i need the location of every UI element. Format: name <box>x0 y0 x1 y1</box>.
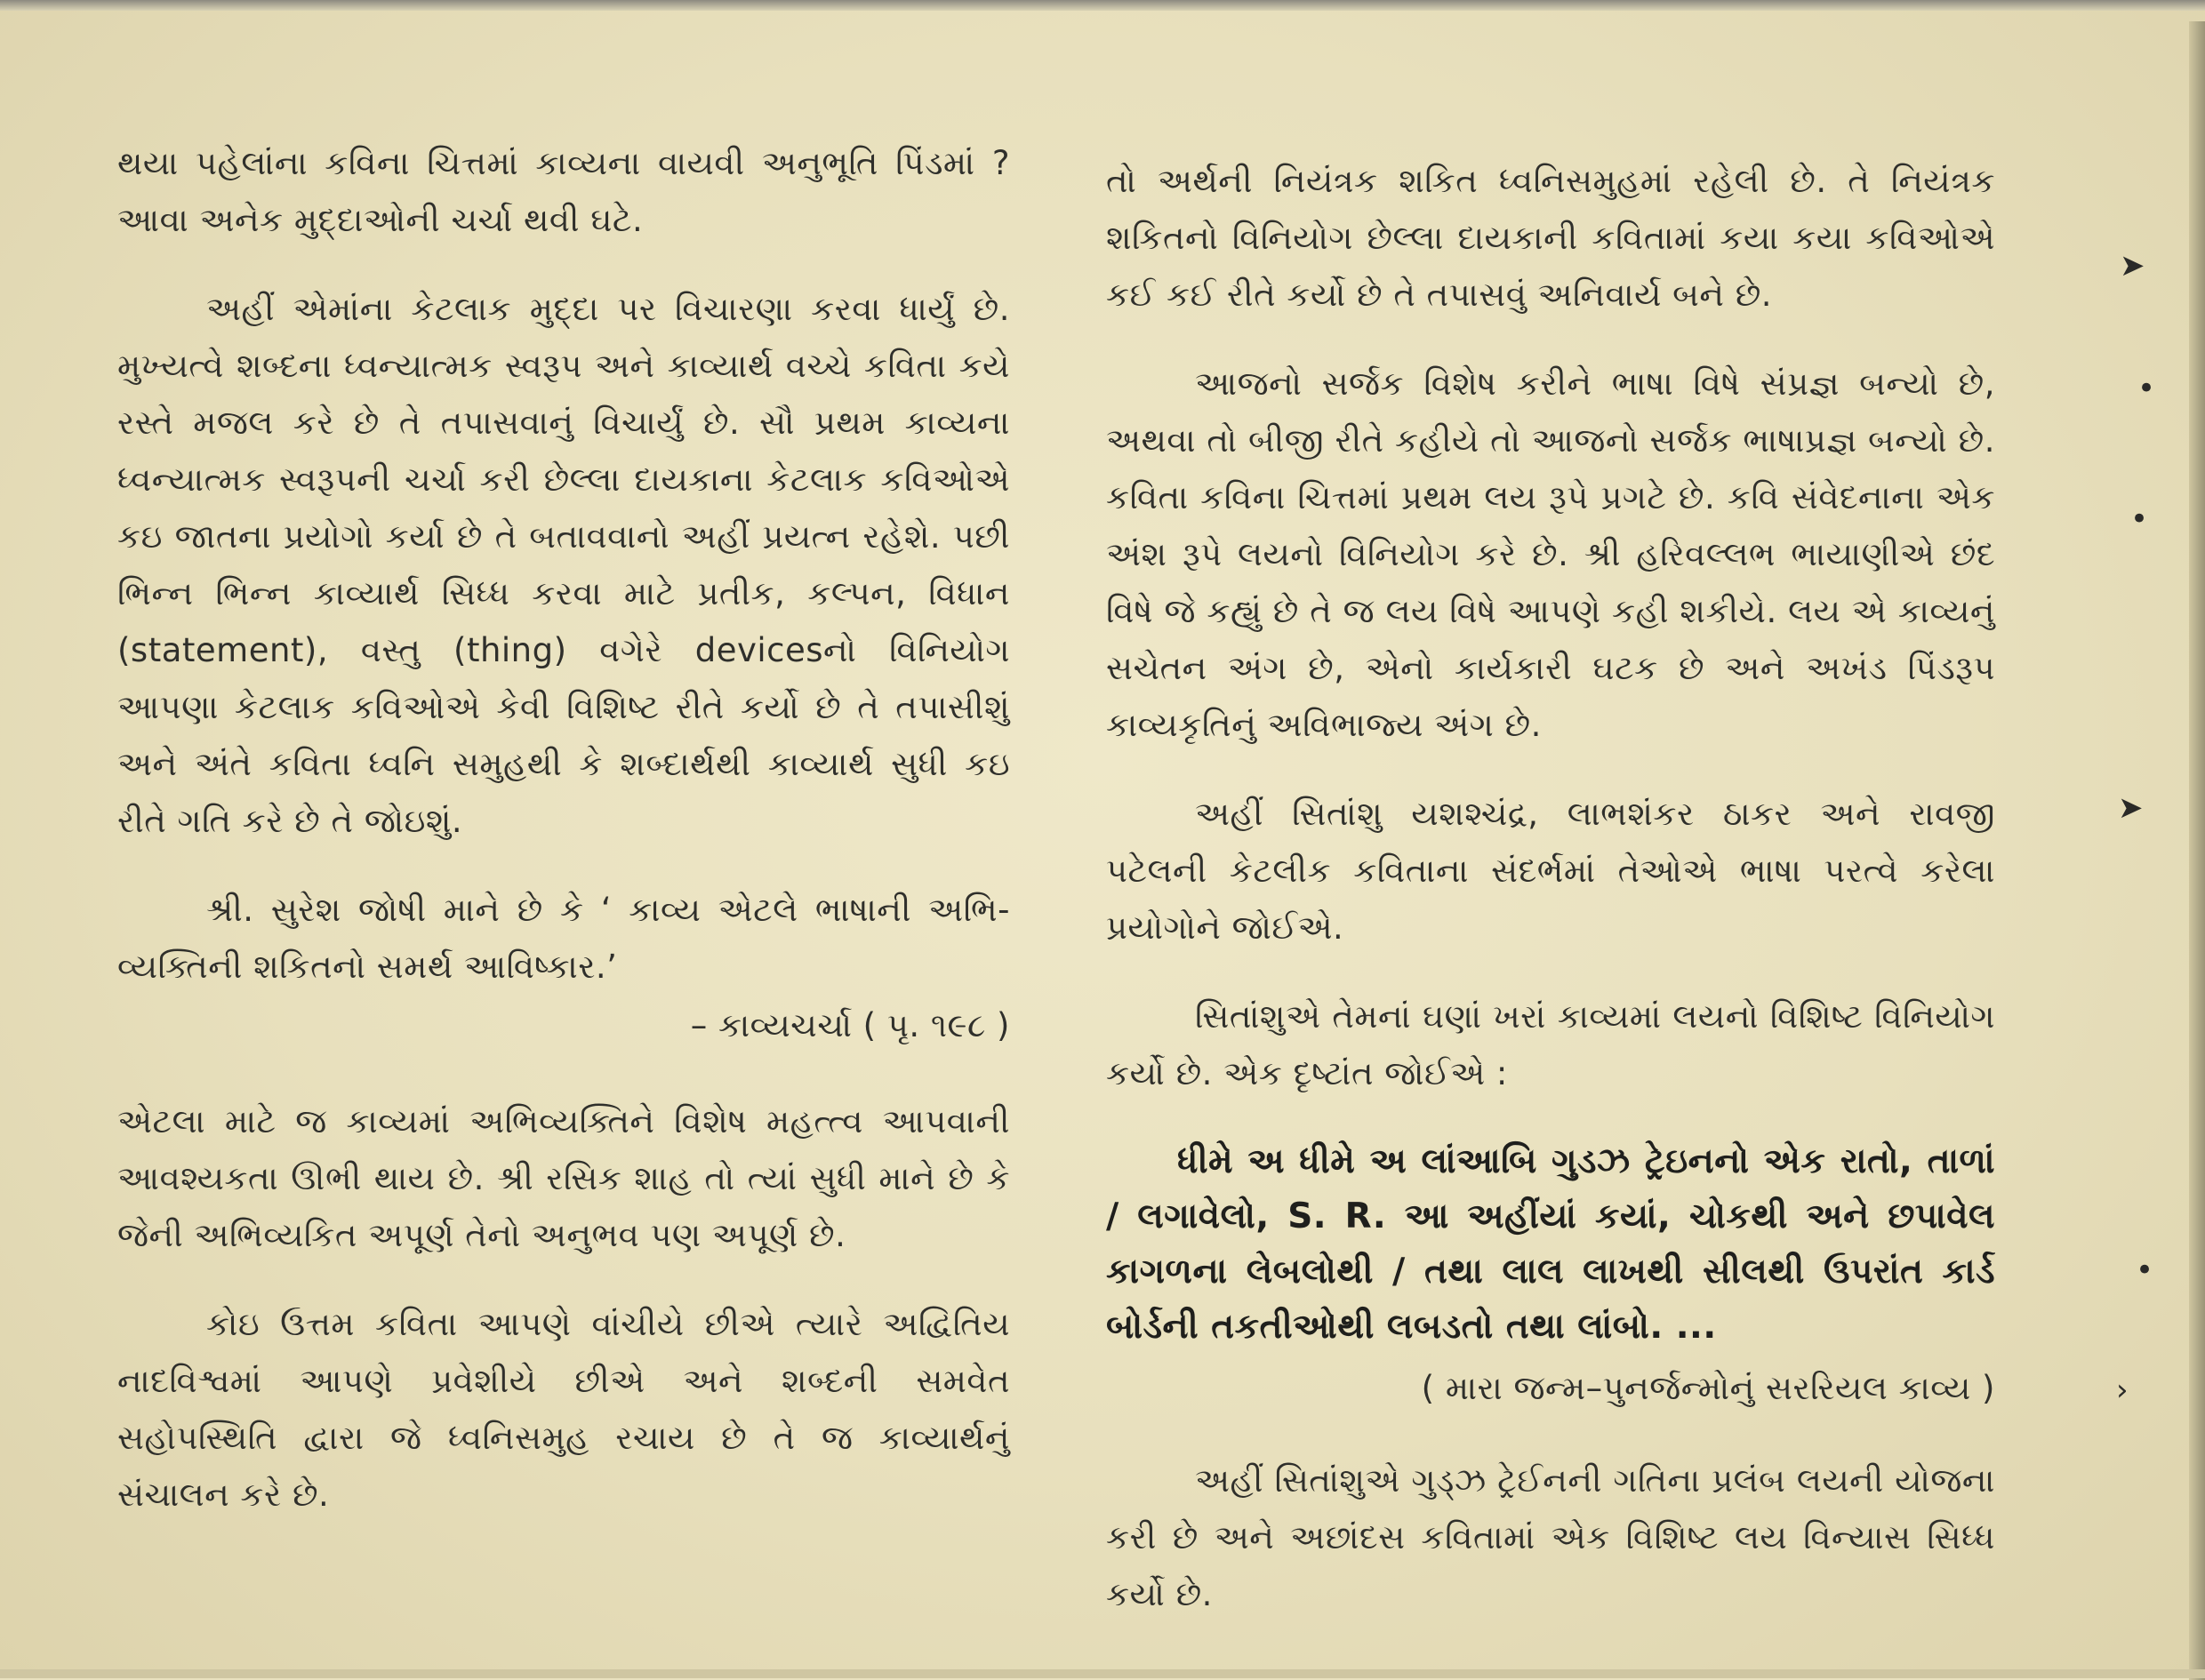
left-page-column <box>117 135 1010 1556</box>
page-bottom-edge <box>0 1669 2205 1678</box>
poem-source: ( મારા જન્મ–પુનર્જન્મોનું સરરિયલ કાવ્ય ) <box>1421 1369 1995 1407</box>
left-paragraph-1: થયા પહેલાંના કવિના ચિત્તમાં કાવ્યના વાયવી અનુભૂતિ પિંડમાં ? આવા અનેક મુદ્દાઓની ચર્ચા થવી ઘટે. <box>117 144 1010 239</box>
left-paragraph-3-quote: શ્રી. સુરેશ જોષી માને છે કે ‘ કાવ્ય એટલે ભાષાની અભિ-વ્યક્તિની શકિતનો સમર્થ આવિષ્કાર.’ <box>117 891 1010 986</box>
right-paragraph-5: અહીં સિતાંશુએ ગુડ્ઝ ટ્રેઈનની ગતિના પ્રલંબ લયની યોજના કરી છે અને અછાંદસ કવિતામાં એક વિશિષ્ટ લય વિન્યાસ સિધ્ધ કર્યો છે. <box>1106 1461 1995 1613</box>
right-paragraph-1: તો અર્થની નિયંત્રક શકિત ધ્વનિસમુહમાં રહેલી છે. તે નિયંત્રક શકિતનો વિનિયોગ છેલ્લા દાયકાની કવિતામાં કયા કયા કવિઓએ કઈ કઈ રીતે કર્યો છે તે તપાસવું અનિવાર્ય બને છે. <box>1106 162 1995 314</box>
poem-excerpt: ધીમે અ ધીમે અ લાંઆબિ ગુડઝ ટ્રેઇનનો એક રાતો, તાળાં / લગાવેલો, S. R. આ અહીંયાં કયાં, ચોકથી અને છપાવેલ કાગળના લેબલોથી / તથા લાલ લાખથી સીલથી ઉપરાંત કાર્ડ બોર્ડની તકતીઓથી લબડતો તથા લાંબો. ... <box>1106 1141 1995 1347</box>
right-page-column <box>1106 153 1995 1655</box>
book-spread <box>0 11 2205 1669</box>
page-fold-shadow <box>2189 21 2205 1680</box>
quote-citation: – કાવ્યચર્ચા ( પૃ. ૧૯૮ ) <box>690 1006 1010 1044</box>
margin-dot-mark: • <box>2136 1252 2154 1288</box>
margin-arrow-mark: ➤ <box>2120 248 2145 284</box>
margin-tick-mark: › <box>2116 1372 2129 1408</box>
right-paragraph-4: સિતાંશુએ તેમનાં ઘણાં ખરાં કાવ્યમાં લયનો વિશિષ્ટ વિનિયોગ કર્યો છે. એક દૃષ્ટાંત જોઈએ : <box>1106 997 1995 1092</box>
margin-dot-mark: • <box>2130 501 2149 537</box>
margin-arrow-mark: ➤ <box>2118 790 2144 826</box>
right-paragraph-3: અહીં સિતાંશુ યશશ્ચંદ્ર, લાભશંકર ઠાકર અને રાવજી પટેલની કેટલીક કવિતાના સંદર્ભમાં તેઓએ ભાષા પરત્વે કરેલા પ્રયોગોને જોઈએ. <box>1106 795 1995 947</box>
left-paragraph-4: એટલા માટે જ કાવ્યમાં અભિવ્યક્તિને વિશેષ મહત્ત્વ આપવાની આવશ્યકતા ઊભી થાય છે. શ્રી રસિક શાહ તો ત્યાં સુધી માને છે કે જેની અભિવ્યકિત અપૂર્ણ તેનો અનુભવ પણ અપૂર્ણ છે. <box>117 1102 1010 1254</box>
left-paragraph-5: કોઇ ઉત્તમ કવિતા આપણે વાંચીયે છીએ ત્યારે અદ્વિતિય નાદવિશ્વમાં આપણે પ્રવેશીયે છીએ અને શબ્દની સમવેત સહોપસ્થિતિ દ્વારા જે ધ્વનિસમુહ રચાય છે તે જ કાવ્યાર્થનું સંચાલન કરે છે. <box>117 1305 1010 1514</box>
right-paragraph-2: આજનો સર્જક વિશેષ કરીને ભાષા વિષે સંપ્રજ્ઞ બન્યો છે, અથવા તો બીજી રીતે કહીયે તો આજનો સર્જક ભાષાપ્રજ્ઞ બન્યો છે. કવિતા કવિના ચિત્તમાં પ્રથમ લય રૂપે પ્રગટે છે. કવિ સંવેદનાના એક અંશ રૂપે લયનો વિનિયોગ કરે છે. શ્રી હરિવલ્લભ ભાયાણીએ છંદ વિષે જે કહ્યું છે તે જ લય વિષે આપણે કહી શકીયે. લય એ કાવ્યનું સચેતન અંગ છે, એનો કાર્યકારી ઘટક છે અને અખંડ પિંડરૂપ કાવ્યકૃતિનું અવિભાજ્ય અંગ છે. <box>1106 364 1995 744</box>
page-top-edge <box>0 0 2205 11</box>
left-paragraph-2: અહીં એમાંના કેટલાક મુદ્દા પર વિચારણા કરવા ધાર્યું છે. મુખ્યત્વે શબ્દના ધ્વન્યાત્મક સ્વરૂપ અને કાવ્યાર્થ વચ્ચે કવિતા કયે રસ્તે મજલ કરે છે તે તપાસવાનું વિચાર્યું છે. સૌ પ્રથમ કાવ્યના ધ્વન્યાત્મક સ્વરૂપની ચર્ચા કરી છેલ્લા દાયકાના કેટલાક કવિઓએ કઇ જાતના પ્રયોગો કર્યા છે તે બતાવવાનો અહીં પ્રયત્ન રહેશે. પછી ભિન્ન ભિન્ન કાવ્યાર્થ સિધ્ધ કરવા માટે પ્રતીક, કલ્પન, વિધાન (statement), વસ્તુ (thing) વગેરે devicesનો વિનિયોગ આપણા કેટલાક કવિઓએ કેવી વિશિષ્ટ રીતે કર્યો છે તે તપાસીશું અને અંતે કવિતા ધ્વનિ સમુહથી કે શબ્દાર્થથી કાવ્યાર્થ સુધી કઇ રીતે ગતિ કરે છે તે જોઇશું. <box>117 290 1010 840</box>
margin-dot-mark: • <box>2137 371 2156 406</box>
